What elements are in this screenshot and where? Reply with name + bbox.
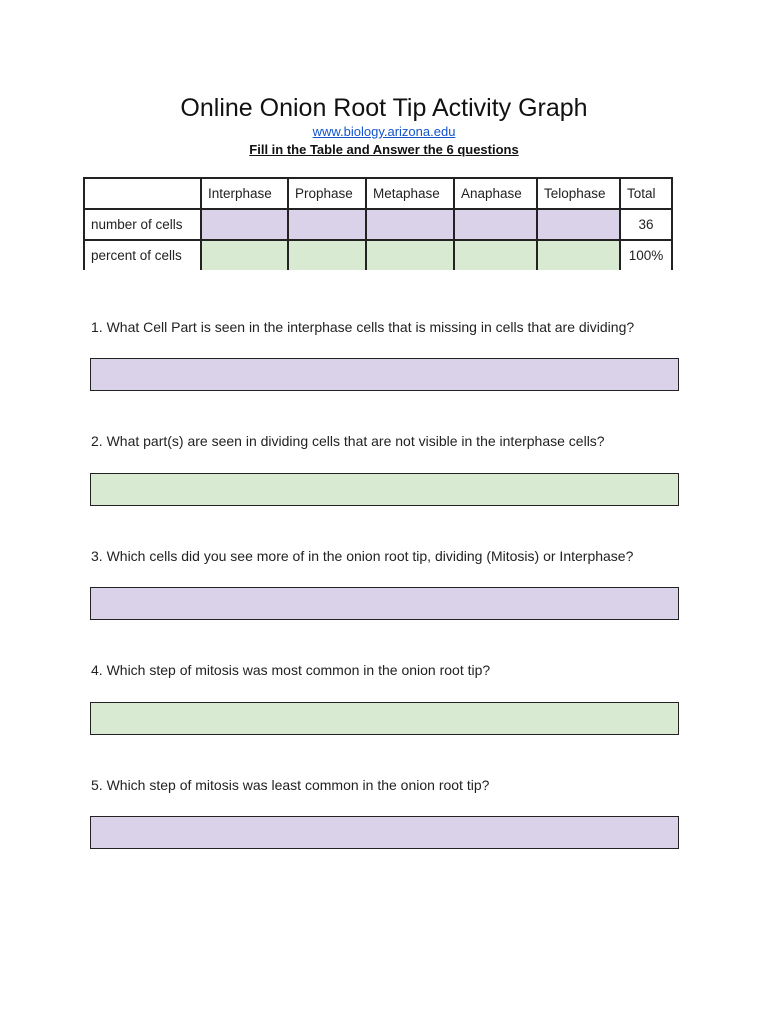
row-label: number of cells [84,209,201,240]
source-link[interactable]: www.biology.arizona.edu [312,124,456,139]
input-cell-metaphase-count[interactable] [366,209,454,240]
input-cell-interphase-percent[interactable] [201,240,288,270]
input-cell-anaphase-percent[interactable] [454,240,537,270]
question-2: 2. What part(s) are seen in dividing cells that are not visible in the interphase cells? [91,433,605,449]
input-cell-anaphase-count[interactable] [454,209,537,240]
header-cell-prophase: Prophase [288,178,366,209]
input-cell-prophase-percent[interactable] [288,240,366,270]
total-cell: 100% [620,240,672,270]
header-cell-metaphase: Metaphase [366,178,454,209]
input-cell-telophase-count[interactable] [537,209,620,240]
header-cell-total: Total [620,178,672,209]
input-cell-interphase-count[interactable] [201,209,288,240]
table-row [84,209,672,240]
header-cell-anaphase: Anaphase [454,178,537,209]
answer-box-5[interactable] [90,816,679,849]
input-cell-metaphase-percent[interactable] [366,240,454,270]
answer-box-3[interactable] [90,587,679,620]
question-3: 3. Which cells did you see more of in the onion root tip, dividing (Mitosis) or Interphase? [91,548,634,564]
header-cell-telophase: Telophase [537,178,620,209]
header-cell-interphase: Interphase [201,178,288,209]
header-cell-blank [84,178,201,209]
question-5: 5. Which step of mitosis was least common in the onion root tip? [91,777,490,793]
total-cell: 36 [620,209,672,240]
answer-box-1[interactable] [90,358,679,391]
source-link-container [0,124,768,140]
answer-box-2[interactable] [90,473,679,506]
page-title: Online Onion Root Tip Activity Graph [180,94,588,122]
table-header-row [84,178,672,209]
instructions: Fill in the Table and Answer the 6 questions [249,142,519,157]
question-4: 4. Which step of mitosis was most common in the onion root tip? [91,662,491,678]
input-cell-telophase-percent[interactable] [537,240,620,270]
row-label: percent of cells [84,240,201,270]
answer-box-4[interactable] [90,702,679,735]
data-table [83,177,673,270]
question-1: 1. What Cell Part is seen in the interphase cells that is missing in cells that are dividing? [91,319,635,335]
input-cell-prophase-count[interactable] [288,209,366,240]
table-row [84,240,672,270]
